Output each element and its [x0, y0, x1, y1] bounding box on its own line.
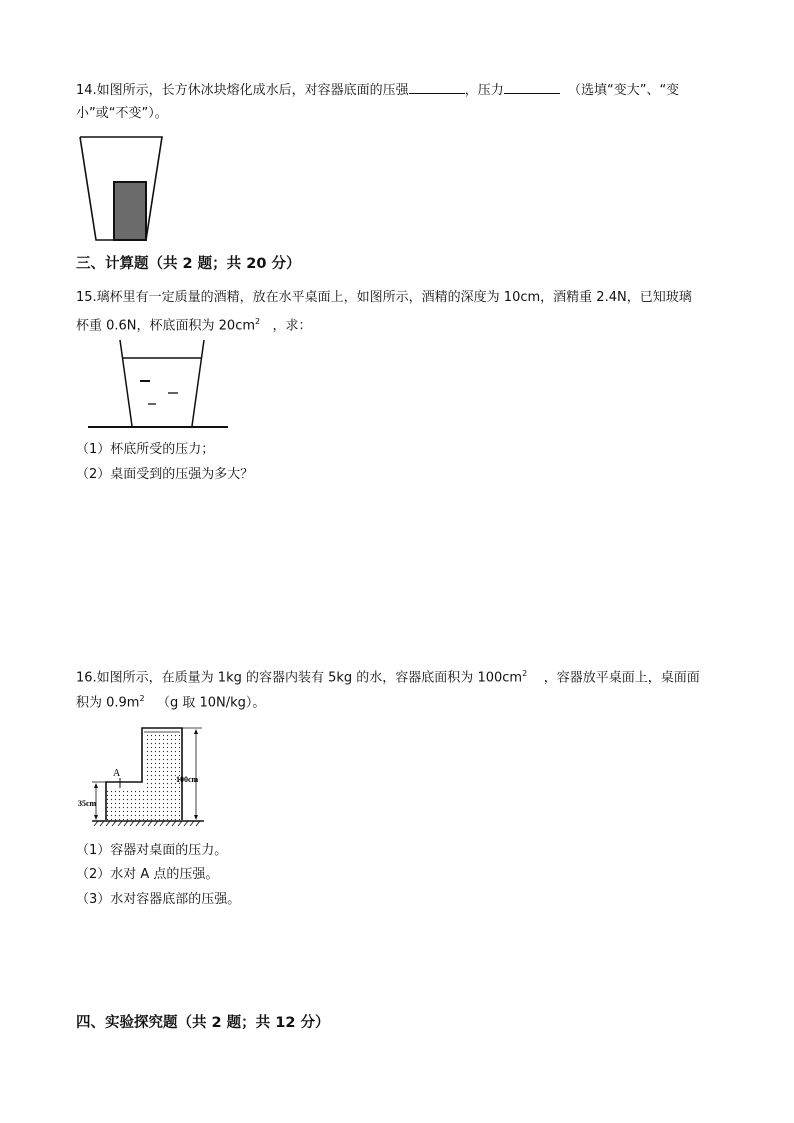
- section3-title: 三、计算题（共 2 题；共 20 分）: [76, 256, 301, 272]
- q14-line1: 14.如图所示，长方休冰块熔化成水后，对容器底面的压强 ，压力 （选填“变大”、“变: [76, 79, 679, 101]
- q14-blank-force[interactable]: [504, 79, 560, 94]
- q14-figure: [76, 134, 166, 244]
- q15-figure: [86, 338, 232, 432]
- q16-sub2: （2）水对 A 点的压强。: [76, 867, 219, 882]
- q16-figure: [78, 718, 208, 830]
- q14-line2: 小”或“不变”）。: [76, 106, 168, 121]
- q16-line2: 积为 $0.9m^2$ （g 取 10N/kg）。: [76, 694, 266, 711]
- q15-sub1: （1）杯底所受的压力；: [76, 442, 215, 457]
- q16-sub3: （3）水对容器底部的压强。: [76, 892, 241, 907]
- section4-title: 四、实验探究题（共 2 题；共 12 分）: [76, 1015, 330, 1031]
- q15-sub2: （2）桌面受到的压强为多大？: [76, 467, 254, 482]
- q15-line2: 杯重 0.6N，杯底面积为 $20cm^2$ ，求：: [76, 317, 312, 334]
- q16-fig-label-a: A: [113, 768, 121, 779]
- q16-fig-label-100: 100cm: [176, 775, 199, 784]
- q15-line1: 15.璃杯里有一定质量的酒精，放在水平桌面上，如图所示，酒精的深度为 10cm，酒精重 2.4N，已知玻璃: [76, 290, 692, 305]
- q16-fig-label-35: 35cm: [78, 799, 97, 808]
- q14-blank-pressure[interactable]: [409, 79, 465, 94]
- q16-sub1: （1）容器对桌面的压力。: [76, 843, 228, 858]
- q16-line1: 16.如图所示，在质量为 1kg 的容器内装有 5kg 的水，容器底面积为 $100cm^2$ ，容器放平桌面上，桌面面: [76, 669, 700, 686]
